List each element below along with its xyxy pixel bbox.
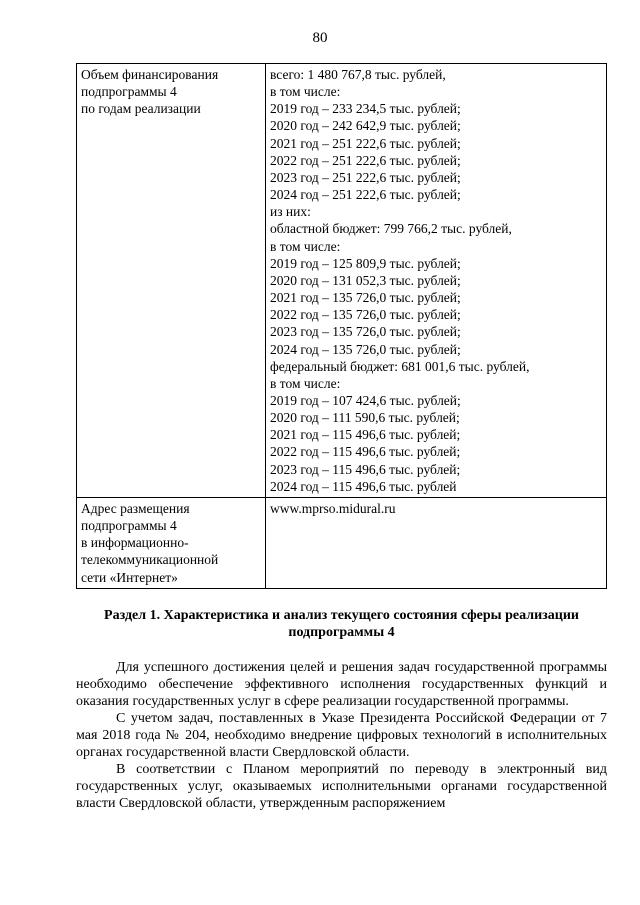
financing-value-line: в том числе: [270, 375, 341, 391]
financing-value-line: 2023 год – 135 726,0 тыс. рублей; [270, 324, 461, 340]
financing-value-line: 2023 год – 251 222,6 тыс. рублей; [270, 169, 461, 185]
financing-value-line: 2024 год – 251 222,6 тыс. рублей; [270, 187, 461, 203]
financing-value-line: 2019 год – 107 424,6 тыс. рублей; [270, 392, 461, 408]
financing-value-line: 2019 год – 125 809,9 тыс. рублей; [270, 255, 461, 271]
financing-value-line: 2021 год – 135 726,0 тыс. рублей; [270, 290, 461, 306]
address-label-line: телекоммуникационной [81, 552, 219, 568]
body-text [76, 659, 607, 812]
financing-value-line: из них: [270, 204, 311, 220]
address-label-line: Адрес размещения [81, 500, 190, 516]
financing-label-line: подпрограммы 4 [81, 84, 177, 100]
financing-value-line: 2020 год – 131 052,3 тыс. рублей; [270, 272, 461, 288]
website-url: www.mprso.midural.ru [270, 500, 396, 516]
financing-value-line: 2021 год – 115 496,6 тыс. рублей; [270, 427, 461, 443]
paragraph: В соответствии с Планом мероприятий по переводу в электронный вид государственных услуг, оказываемых исполнительными органами государственной власти Свердловской области, утвержденным распоряжением [76, 762, 607, 811]
financing-value-cell [266, 64, 607, 498]
address-value-cell [266, 497, 607, 588]
address-label-line: подпрограммы 4 [81, 518, 177, 534]
financing-label-line: Объем финансирования [81, 67, 219, 82]
page-number: 80 [312, 30, 328, 46]
financing-value-line: 2022 год – 251 222,6 тыс. рублей; [270, 152, 461, 168]
financing-value-line: областной бюджет: 799 766,2 тыс. рублей, [270, 221, 512, 237]
financing-value-line: 2020 год – 242 642,9 тыс. рублей; [270, 118, 461, 134]
financing-value-line: 2021 год – 251 222,6 тыс. рублей; [270, 135, 461, 151]
subprogram-passport-table [76, 63, 607, 589]
financing-value-line: 2019 год – 233 234,5 тыс. рублей; [270, 101, 461, 117]
section-heading-line: Раздел 1. Характеристика и анализ текущего состояния сферы реализации [104, 608, 579, 623]
financing-value-line: 2020 год – 111 590,6 тыс. рублей; [270, 410, 460, 426]
section-heading [76, 607, 607, 641]
financing-value-line: 2022 год – 115 496,6 тыс. рублей; [270, 444, 461, 460]
address-label-line: в информационно- [81, 535, 189, 551]
financing-label-line: по годам реализации [81, 101, 201, 117]
financing-value-line: федеральный бюджет: 681 001,6 тыс. рублей, [270, 358, 530, 374]
table-row-address [77, 497, 607, 588]
financing-label-cell [77, 64, 266, 498]
financing-value-line: в том числе: [270, 84, 341, 100]
table-row-financing [77, 64, 607, 498]
address-label-cell [77, 497, 266, 588]
financing-value-line: 2024 год – 135 726,0 тыс. рублей; [270, 341, 461, 357]
financing-value-line: всего: 1 480 767,8 тыс. рублей, [270, 67, 446, 82]
financing-value-line: 2024 год – 115 496,6 тыс. рублей [270, 478, 457, 494]
section-heading-line: подпрограммы 4 [288, 625, 395, 640]
paragraph: С учетом задач, поставленных в Указе Президента Российской Федерации от 7 мая 2018 года № 204, необходимо внедрение цифровых технологий в исполнительных органах государственной власти Свердловской области. [76, 711, 607, 760]
financing-value-line: в том числе: [270, 238, 341, 254]
paragraph: Для успешного достижения целей и решения задач государственной программы необходимо обеспечение эффективного исполнения государственных функций и оказания государственных услуг в сфере реализации государственной программы. [76, 660, 607, 709]
address-label-line: сети «Интернет» [81, 569, 178, 585]
financing-value-line: 2022 год – 135 726,0 тыс. рублей; [270, 307, 461, 323]
financing-value-line: 2023 год – 115 496,6 тыс. рублей; [270, 461, 461, 477]
